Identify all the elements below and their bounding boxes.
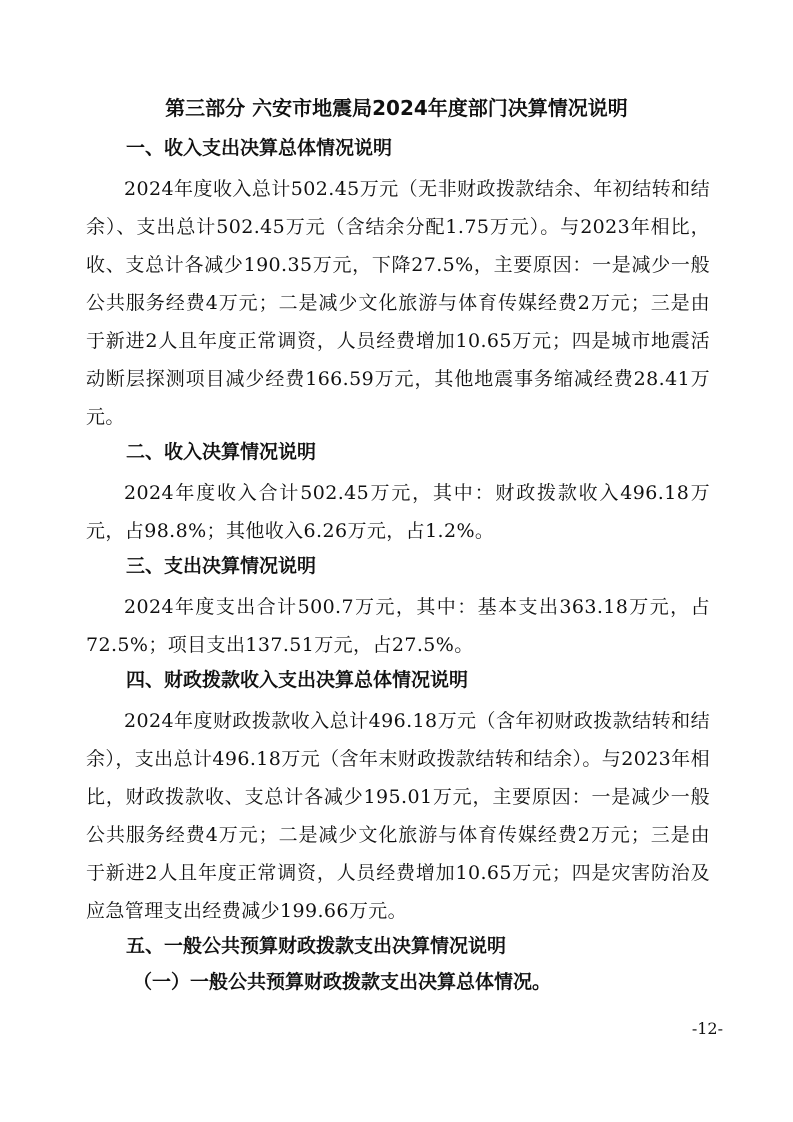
page-title: 第三部分 六安市地震局2024年度部门决算情况说明 [165, 96, 628, 120]
section-3-paragraph: 2024年度支出合计500.7万元，其中：基本支出363.18万元，占72.5%；项目支出137.51万元，占27.5%。 [86, 596, 710, 656]
section-2-heading: 二、收入决算情况说明 [126, 441, 317, 463]
section-5-heading: 五、一般公共预算财政拨款支出决算情况说明 [126, 935, 507, 957]
page-number: -12- [691, 1019, 723, 1038]
section-2-paragraph: 2024年度收入合计502.45万元，其中：财政拨款收入496.18万元，占98.8%；其他收入6.26万元，占1.2%。 [86, 482, 710, 542]
section-4-paragraph: 2024年度财政拨款收入总计496.18万元（含年初财政拨款结转和结余），支出总计496.18万元（含年末财政拨款结转和结余）。与2023年相比，财政拨款收、支总计各减少195.01万元，主要原因：一是减少一般公共服务经费4万元；二是减少文化旅游与体育传媒经费2万元；三是由于新进2人且年度正常调资，人员经费增加10.65万元；四是灾害防治及应急管理支出经费减少199.66万元。 [86, 710, 710, 922]
section-4-heading: 四、财政拨款收入支出决算总体情况说明 [126, 669, 469, 691]
section-3-heading: 三、支出决算情况说明 [126, 555, 317, 577]
section-5-subheading: （一）一般公共预算财政拨款支出决算总体情况。 [133, 971, 552, 993]
section-1-paragraph: 2024年度收入总计502.45万元（无非财政拨款结余、年初结转和结余）、支出总计502.45万元（含结余分配1.75万元）。与2023年相比，收、支总计各减少190.35万元，下降27.5%，主要原因：一是减少一般公共服务经费4万元；二是减少文化旅游与体育传媒经费2万元；三是由于新进2人且年度正常调资，人员经费增加10.65万元；四是城市地震活动断层探测项目减少经费166.59万元，其他地震事务缩减经费28.41万元。 [86, 178, 710, 428]
section-1-heading: 一、收入支出决算总体情况说明 [126, 137, 393, 159]
